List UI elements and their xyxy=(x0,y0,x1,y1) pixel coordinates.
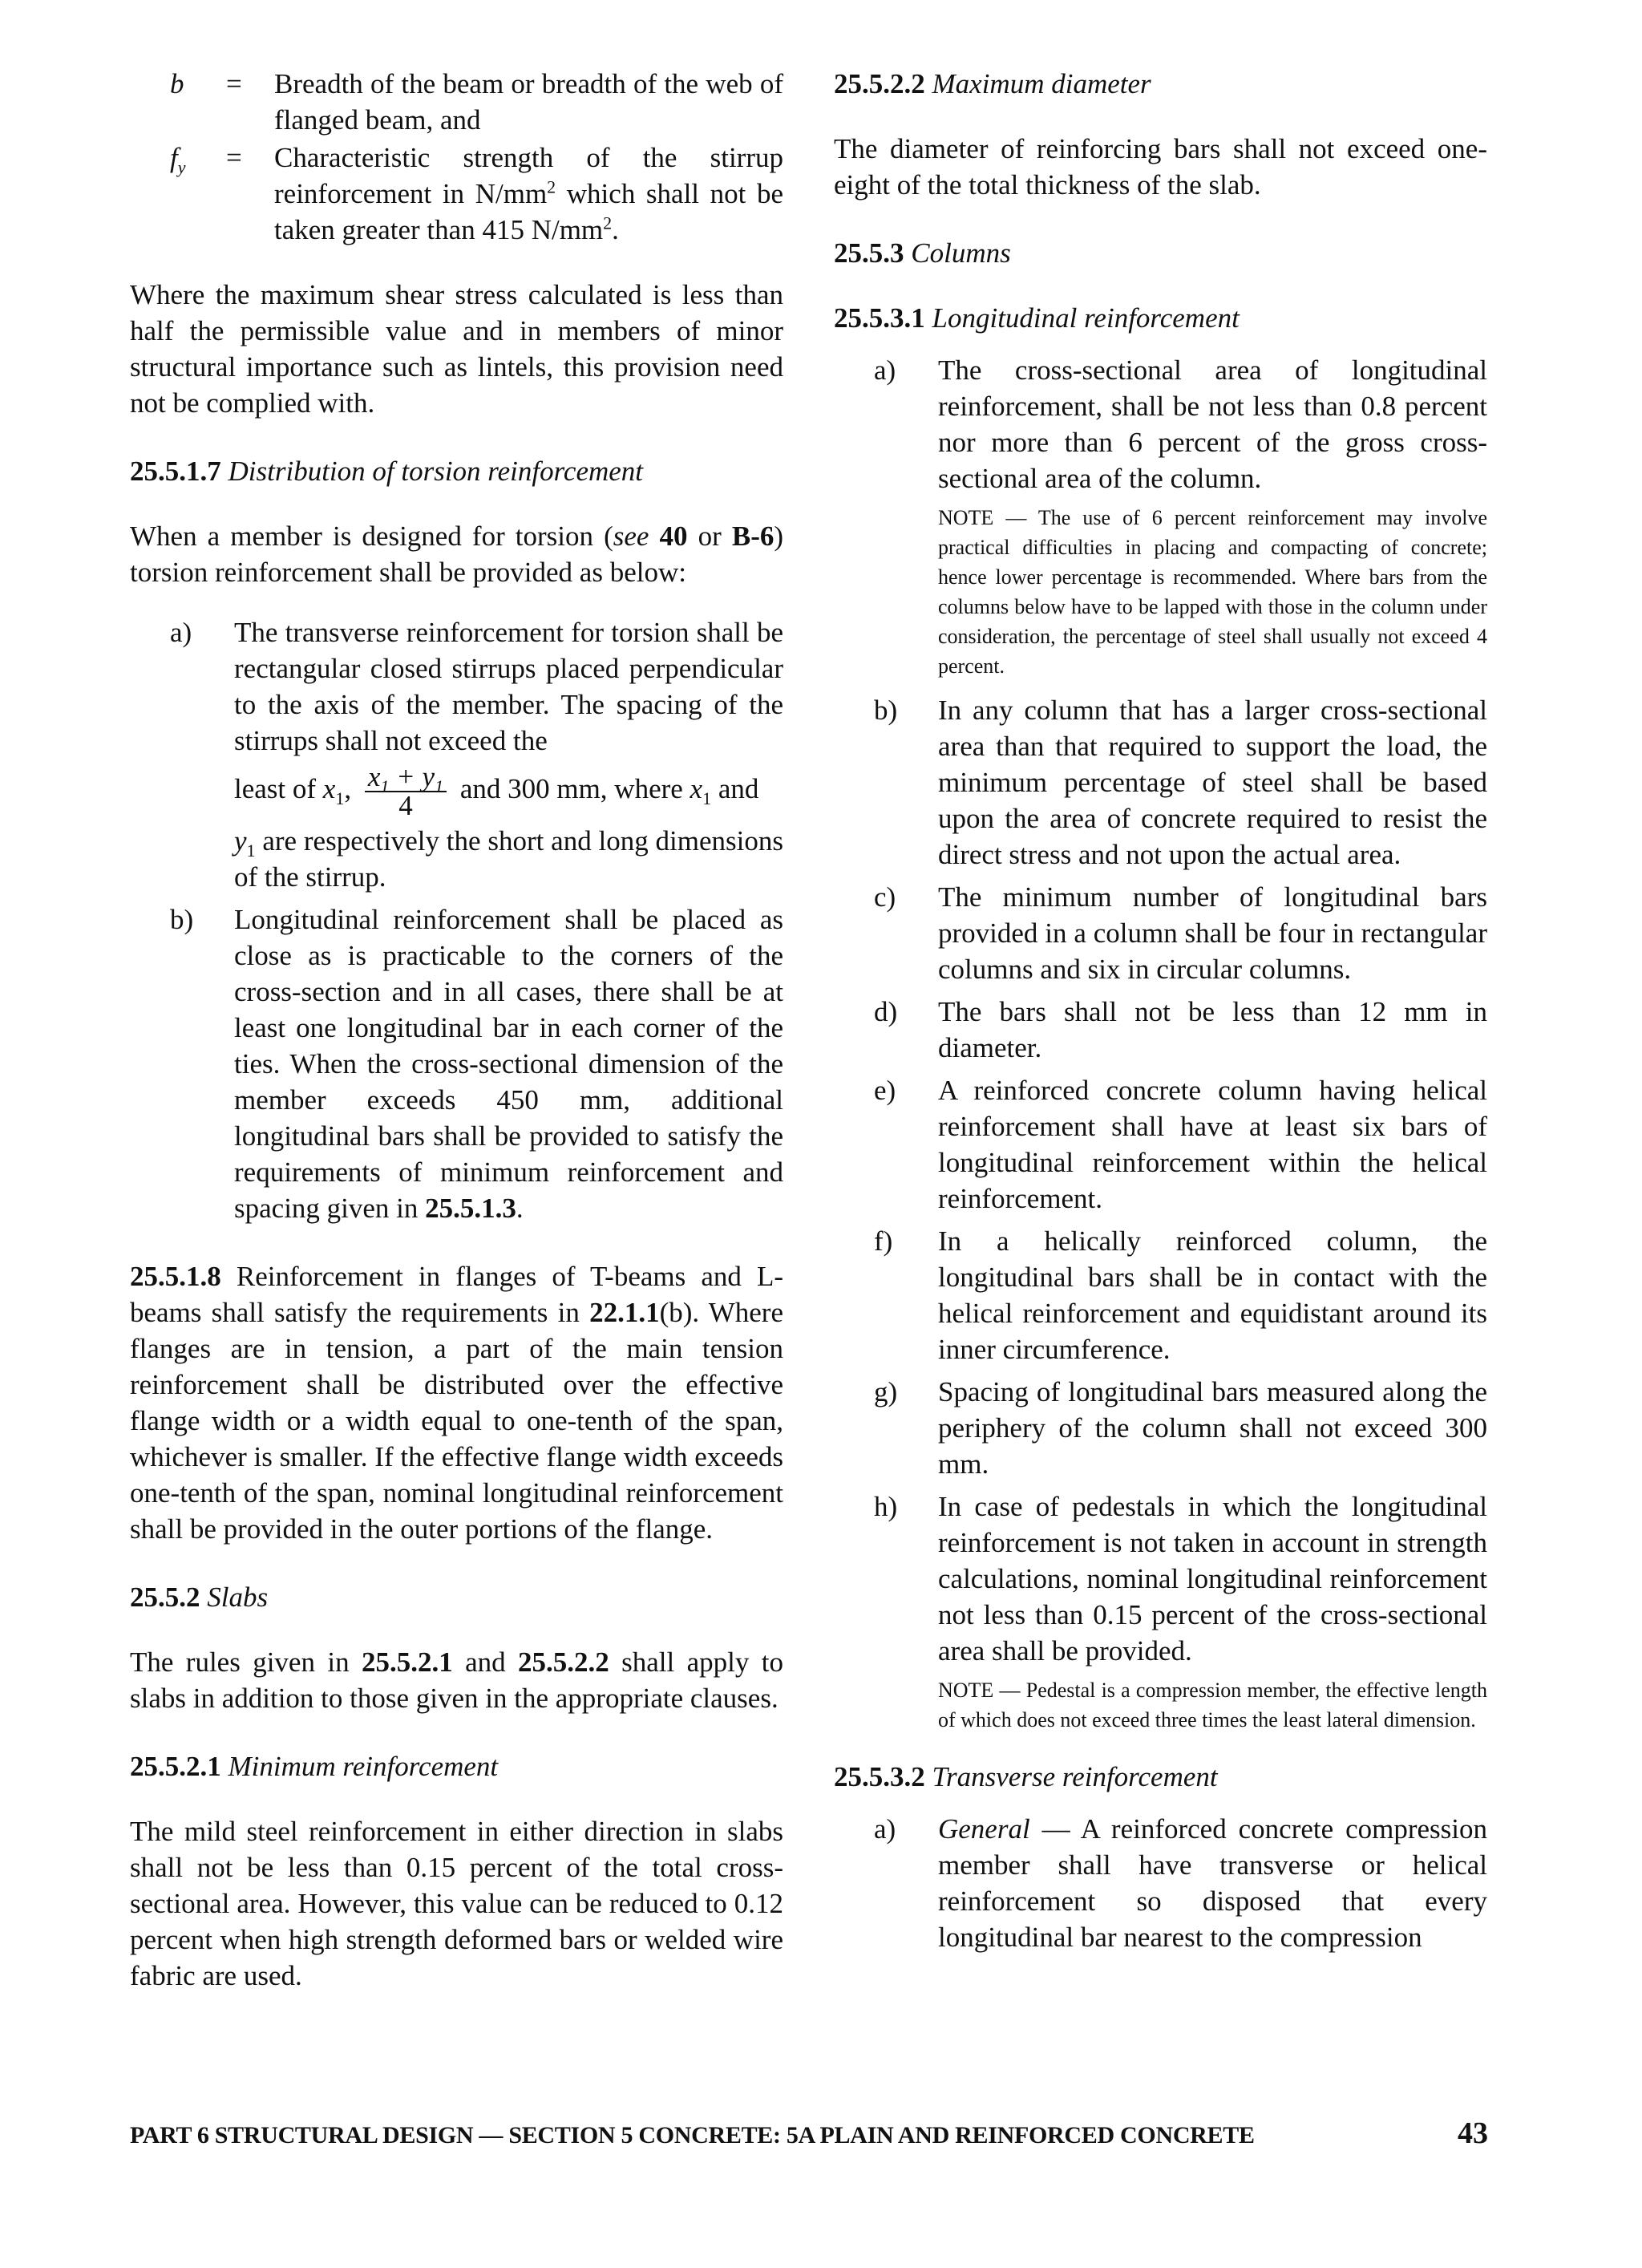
fraction: $\frac{x_1 + y_1}{4}$ xyxy=(365,763,447,820)
list-body: Spacing of longitudinal bars measured along the periphery of the column shall not exceed 300 mm. xyxy=(938,1376,1487,1480)
list-body: In case of pedestals in which the longitudinal reinforcement is not taken in account in strength calculations, nominal longitudinal reinforcement not less than 0.15 percent of the cross-sectional area shall be provided. xyxy=(938,1491,1487,1667)
paragraph-shear-exemption: Where the maximum shear stress calculated is less than half the permissible value and in members of minor structural importance such as lintels, this provision need not be complied with. xyxy=(130,279,783,419)
list-item-long-b xyxy=(834,692,1487,873)
list-item-long-d xyxy=(834,994,1487,1066)
list-body: The transverse reinforcement for torsion shall be rectangular closed stirrups placed perpendicular to the axis of the member. The spacing of the stirrups shall not exceed the least of $x_1$, $\frac{x_1 + y_1}{4}$ and 300 mm, where $x_1$ and $y_1$ are respectively the short and long dimensions of the stirrup. xyxy=(234,617,783,893)
definition-b xyxy=(130,66,783,138)
list-label: h) xyxy=(874,1491,898,1522)
list-body: The bars shall not be less than 12 mm in diameter. xyxy=(938,996,1487,1063)
definition-fy xyxy=(130,140,783,248)
list-label: a) xyxy=(874,1813,896,1845)
paragraph-slabs: The rules given in 25.5.2.1 and 25.5.2.2 shall apply to slabs in addition to those given in the appropriate clauses. xyxy=(130,1646,783,1714)
definition-symbol: b xyxy=(170,68,184,99)
footer-title: PART 6 STRUCTURAL DESIGN — SECTION 5 CONCRETE: 5A PLAIN AND REINFORCED CONCRETE xyxy=(130,2122,1255,2149)
list-label: e) xyxy=(874,1075,896,1106)
heading-2552: 25.5.2 Slabs xyxy=(130,1582,269,1613)
stirrup-spacing-formula: least of $x_1$, $\frac{x_1 + y_1}{4}$ and 300 mm, where $x_1$ and xyxy=(234,761,759,821)
list-item-long-g xyxy=(834,1374,1487,1482)
list-item-long-h xyxy=(834,1488,1487,1669)
list-label: a) xyxy=(874,354,896,386)
definition-equals: = xyxy=(226,68,242,99)
list-item-transverse-a xyxy=(834,1811,1487,1955)
list-body: A reinforced concrete column having helical reinforcement shall have at least six bars of longitudinal reinforcement within the helical reinforcement. xyxy=(938,1075,1487,1214)
heading-25522: 25.5.2.2 Maximum diameter xyxy=(834,68,1151,99)
paragraph-minimum-reinforcement: The mild steel reinforcement in either direction in slabs shall not be less than 0.15 percent of the total cross-sectional area. However, this value can be reduced to 0.12 percent when high strength deformed bars or welded wire fabric are used. xyxy=(130,1816,783,1991)
list-body: In any column that has a larger cross-sectional area than that required to support the load, the minimum percentage of steel shall be based upon the area of concrete required to resist the direct stress and not upon the actual area. xyxy=(938,695,1487,870)
heading-25521: 25.5.2.1 Minimum reinforcement xyxy=(130,1751,499,1782)
paragraph-maximum-diameter: The diameter of reinforcing bars shall not exceed one-eight of the total thickness of the slab. xyxy=(834,133,1487,200)
list-body: Longitudinal reinforcement shall be placed as close as is practicable to the corners of the cross-section and in all cases, there shall be at least one longitudinal bar in each corner of the ties. When the cross-sectional dimension of the member exceeds 450 mm, additional longitudinal bars shall be provided to satisfy the requirements of minimum reinforcement and spacing given in 25.5.1.3. xyxy=(234,904,783,1224)
list-label: c) xyxy=(874,881,896,913)
list-item-torsion-a xyxy=(130,614,783,895)
list-body: The cross-sectional area of longitudinal reinforcement, shall be not less than 0.8 percent nor more than 6 percent of the gross cross-sectional area of the column. xyxy=(938,354,1487,494)
heading-2553: 25.5.3 Columns xyxy=(834,237,1011,269)
page-number: 43 xyxy=(1458,2116,1488,2150)
right-column xyxy=(834,66,1487,1962)
definition-text: Breadth of the beam or breadth of the web of flanged beam, and xyxy=(274,68,783,136)
list-label: d) xyxy=(874,996,898,1027)
list-label: a) xyxy=(170,617,192,648)
list-item-long-c xyxy=(834,879,1487,987)
list-body: In a helically reinforced column, the longitudinal bars shall be in contact with the helical reinforcement and equidistant around its inner circumference. xyxy=(938,1225,1487,1365)
definition-equals: = xyxy=(226,142,242,173)
definition-text: Characteristic strength of the stirrup reinforcement in $N/mm^2$ which shall not be taken greater than 415 $N/mm^2$. xyxy=(274,142,783,245)
list-label: b) xyxy=(874,695,898,726)
note-reinforcement-percentage: NOTE — The use of 6 percent reinforcement may involve practical difficulties in placing and compacting of concrete; hence lower percentage is recommended. Where bars from the columns below have to be lapped with those in the column under consideration, the percentage of steel shall usually not exceed 4 percent. xyxy=(938,506,1487,678)
definition-symbol: $f_y$ xyxy=(170,142,186,177)
list-body: General — A reinforced concrete compression member shall have transverse or helical reinforcement so disposed that every longitudinal bar nearest to the compression xyxy=(938,1813,1487,1953)
heading-25531: 25.5.3.1 Longitudinal reinforcement xyxy=(834,302,1240,334)
list-item-long-f xyxy=(834,1223,1487,1367)
page-footer xyxy=(130,2116,1488,2151)
left-column xyxy=(130,66,783,2026)
list-label: g) xyxy=(874,1376,898,1407)
list-item-torsion-b xyxy=(130,901,783,1226)
note-pedestal: NOTE — Pedestal is a compression member, the effective length of which does not exceed three times the least lateral dimension. xyxy=(938,1679,1487,1731)
list-body: The minimum number of longitudinal bars provided in a column shall be four in rectangular columns and six in circular columns. xyxy=(938,881,1487,985)
paragraph-torsion-intro: When a member is designed for torsion (see 40 or B-6) torsion reinforcement shall be provided as below: xyxy=(130,520,784,588)
list-label: f) xyxy=(874,1225,893,1257)
list-item-long-e xyxy=(834,1072,1487,1217)
heading-25532: 25.5.3.2 Transverse reinforcement xyxy=(834,1761,1218,1792)
list-item-long-a xyxy=(834,352,1487,496)
list-label: b) xyxy=(170,904,194,935)
paragraph-25518: 25.5.1.8 Reinforcement in flanges of T-beams and L-beams shall satisfy the requirements in 22.1.1(b). Where flanges are in tension, a part of the main tension reinforcement shall be distributed over the effective flange width or a width equal to one-tenth of the span, whichever is smaller. If the effective flange width exceeds one-tenth of the span, nominal longitudinal reinforcement shall be provided in the outer portions of the flange. xyxy=(130,1261,783,1545)
heading-25517: 25.5.1.7 Distribution of torsion reinforcement xyxy=(130,456,644,487)
